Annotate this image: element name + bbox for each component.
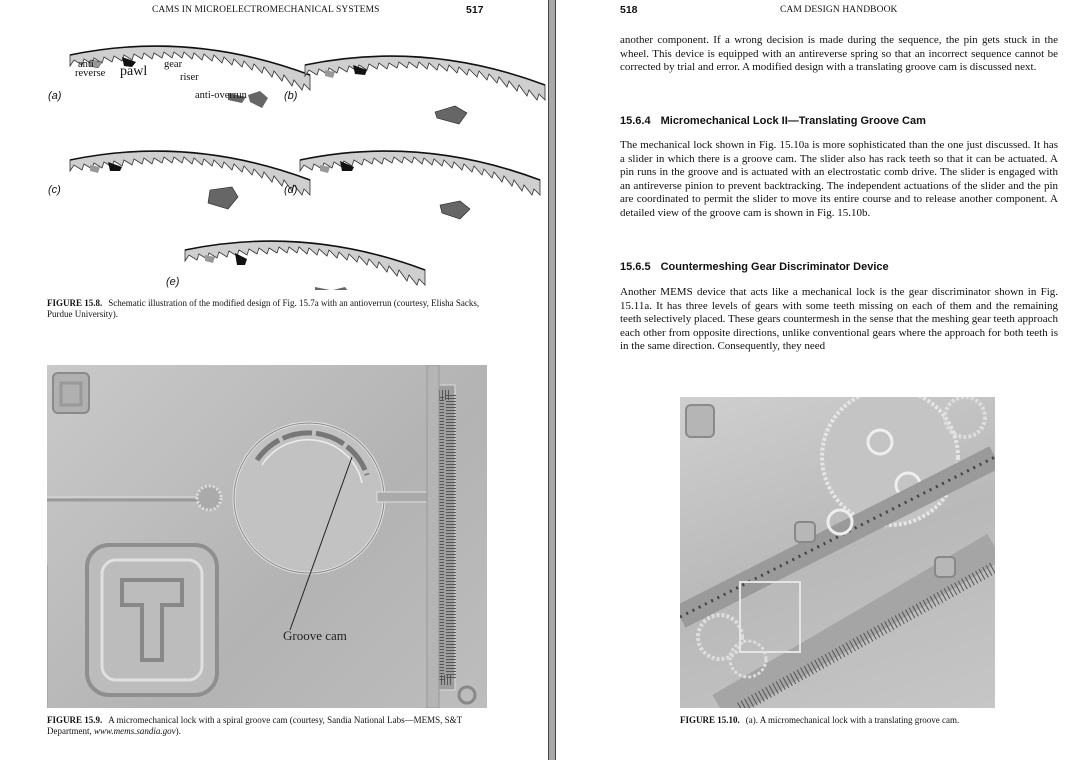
caption-label: FIGURE 15.8. (47, 298, 103, 308)
figure-15-10-caption (680, 715, 995, 726)
intro-paragraph (620, 34, 1058, 75)
figure-15-8-caption (47, 298, 487, 320)
caption-end: ). (175, 726, 181, 736)
figure-d-rack (300, 151, 540, 219)
label-gear: gear (164, 59, 183, 70)
groove-cam-annotation: Groove cam (283, 628, 347, 643)
sublabel-a: (a) (48, 90, 62, 102)
label-pawl: pawl (120, 64, 148, 79)
label-reverse: reverse (75, 68, 106, 79)
page-divider (548, 0, 556, 760)
label-anti-overrun: anti-overrun (195, 90, 247, 101)
section-title: Micromechanical Lock II—Translating Groove Cam (660, 115, 926, 127)
section-15-6-4-paragraph (620, 139, 1058, 221)
caption-text: Schematic illustration of the modified design of Fig. 15.7a with an antioverrun (courtesy, Elisha Sacks, Purdue University). (47, 298, 480, 319)
caption-url[interactable]: www.mems.sandia.gov (93, 726, 176, 736)
sublabel-c: (c) (48, 184, 61, 196)
page-number: 518 (620, 4, 638, 16)
groove-cam-micrograph (47, 365, 487, 708)
label-riser: riser (180, 72, 199, 83)
figure-15-9-caption (47, 715, 487, 737)
sublabel-d: (d) (284, 184, 298, 196)
caption-label: FIGURE 15.9. (47, 715, 103, 725)
section-heading-15-6-4 (620, 115, 926, 127)
page-518 (556, 0, 1092, 760)
caption-text: (a). A micromechanical lock with a translating groove cam. (745, 715, 960, 725)
paragraph-text: The mechanical lock shown in Fig. 15.10a is more sophisticated than the one just discussed. It has a slider in which there is a groove cam. The slider also has rack teeth so that it can be actuated. A pin runs in the groove and is actuated with an electrostatic comb drive. The slider is engaged with an antireverse pinion to prevent backtracking. The independent actuations of the slider and the pin are coordinated to permit the slider to move its entire course and to release another component. A detailed view of the groove cam is shown in Fig. 15.10b. (620, 139, 1058, 219)
figure-e-rack (185, 241, 425, 290)
figure-15-10-photo (680, 397, 995, 708)
section-number: 15.6.4 (620, 115, 651, 127)
section-15-6-5-paragraph (620, 286, 1058, 354)
sublabel-e: (e) (166, 276, 180, 288)
caption-label: FIGURE 15.10. (680, 715, 740, 725)
section-number: 15.6.5 (620, 261, 651, 273)
running-head: CAMS IN MICROELECTROMECHANICAL SYSTEMS (152, 5, 380, 15)
page-number: 517 (466, 4, 484, 16)
paragraph-text: Another MEMS device that acts like a mechanical lock is the gear discriminator shown in Fig. 15.11a. It has three levels of gears with some teeth missing on each of them and the remaining teeth selectively placed. These gears countermesh in the sense that the meshing gear teeth approach each other from opposite directions, unlike conventional gears where the approach for both teeth is in the same direction. Consequently, they need (620, 286, 1058, 353)
sublabel-b: (b) (284, 90, 298, 102)
caption-text: A micromechanical lock with a spiral groove cam (courtesy, Sandia National Labs—MEMS, S&T Department, (47, 715, 462, 736)
paragraph-text: another component. If a wrong decision is made during the sequence, the pin gets stuck in the wheel. This device is equipped with an antireverse spring so that an incorrect sequence cannot be corrected by trial and error. A modified design with a translating groove cam is discussed next. (620, 34, 1058, 74)
running-head: CAM DESIGN HANDBOOK (780, 5, 898, 15)
figure-b-rack (305, 56, 545, 124)
translating-groove-cam-micrograph (680, 397, 995, 708)
figure-15-9-photo (47, 365, 487, 708)
section-heading-15-6-5 (620, 261, 889, 273)
figure-c-rack (70, 151, 310, 209)
section-title: Countermeshing Gear Discriminator Device (660, 261, 889, 273)
label-anti: anti (78, 59, 94, 70)
